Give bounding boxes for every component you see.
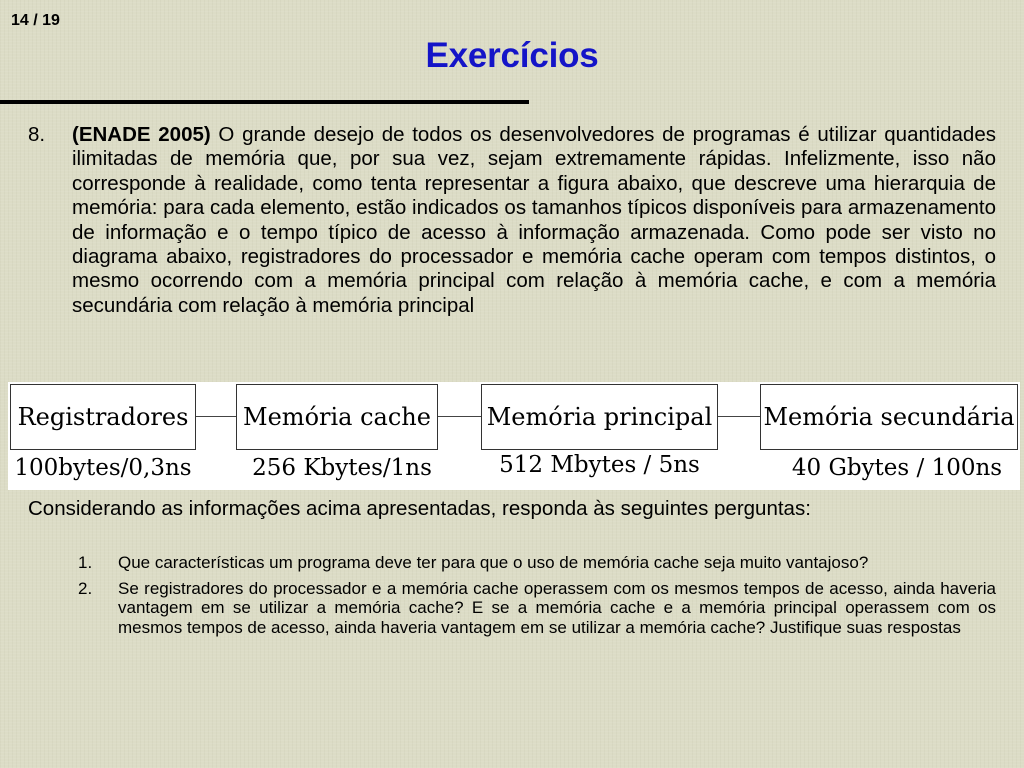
level-box-memoria-principal: Memória principal [481, 384, 718, 450]
list-item [78, 553, 996, 572]
subquestion-number: 1. [78, 553, 93, 572]
prompt-paragraph [28, 497, 996, 521]
level-box-memoria-secundaria: Memória secundária [760, 384, 1018, 450]
list-item [78, 579, 996, 637]
subquestion-number: 2. [78, 579, 93, 599]
prompt-text: Considerando as informações acima apresentadas, responda às seguintes perguntas: [28, 497, 811, 520]
level-spec-memoria-principal: 512 Mbytes / 5ns [499, 452, 700, 478]
level-box-registradores: Registradores [10, 384, 196, 450]
subquestion-text: Que características um programa deve ter para que o uso de memória cache seja muito vantajoso? [118, 553, 869, 572]
memory-hierarchy-diagram [8, 382, 1020, 490]
level-spec-memoria-cache: 256 Kbytes/1ns [252, 455, 432, 481]
question-text: O grande desejo de todos os desenvolvedores de programas é utilizar quantidades ilimitadas de memória que, por sua vez, sejam extremamente rápidas. Infelizmente, isso não corresponde à realidade, como tenta representar a figura abaixo, que descreve uma hierarquia de memória: para cada elemento, estão indicados os tamanhos típicos disponíveis para armazenamento de informação e o tempo típico de acesso à informação armazenada. Como pode ser visto no diagrama abaixo, registradores do processador e memória cache operam com tempos distintos, o mesmo ocorrendo com a memória principal com relação à memória cache, e com a memória secundária com relação à memória principal [72, 123, 996, 317]
question-body [72, 123, 996, 318]
level-spec-registradores: 100bytes/0,3ns [14, 455, 192, 481]
title-divider [0, 100, 529, 104]
subquestion-list [78, 553, 996, 644]
level-spec-memoria-secundaria: 40 Gbytes / 100ns [791, 455, 1003, 481]
question-8 [28, 123, 996, 318]
question-number: 8. [28, 123, 46, 146]
subquestion-text: Se registradores do processador e a memória cache operassem com os mesmos tempos de acesso, ainda haveria vantagem em se utilizar a memória cache? E se a memória cache e a memória principal operassem com os mesmos tempos de acesso, ainda haveria vantagem em se utilizar a memória cache? Justifique suas respostas [118, 579, 996, 637]
question-source: (ENADE 2005) [72, 123, 211, 146]
level-box-memoria-cache: Memória cache [236, 384, 438, 450]
slide-number: 14 / 19 [11, 12, 60, 29]
page-title: Exercícios [425, 36, 599, 75]
